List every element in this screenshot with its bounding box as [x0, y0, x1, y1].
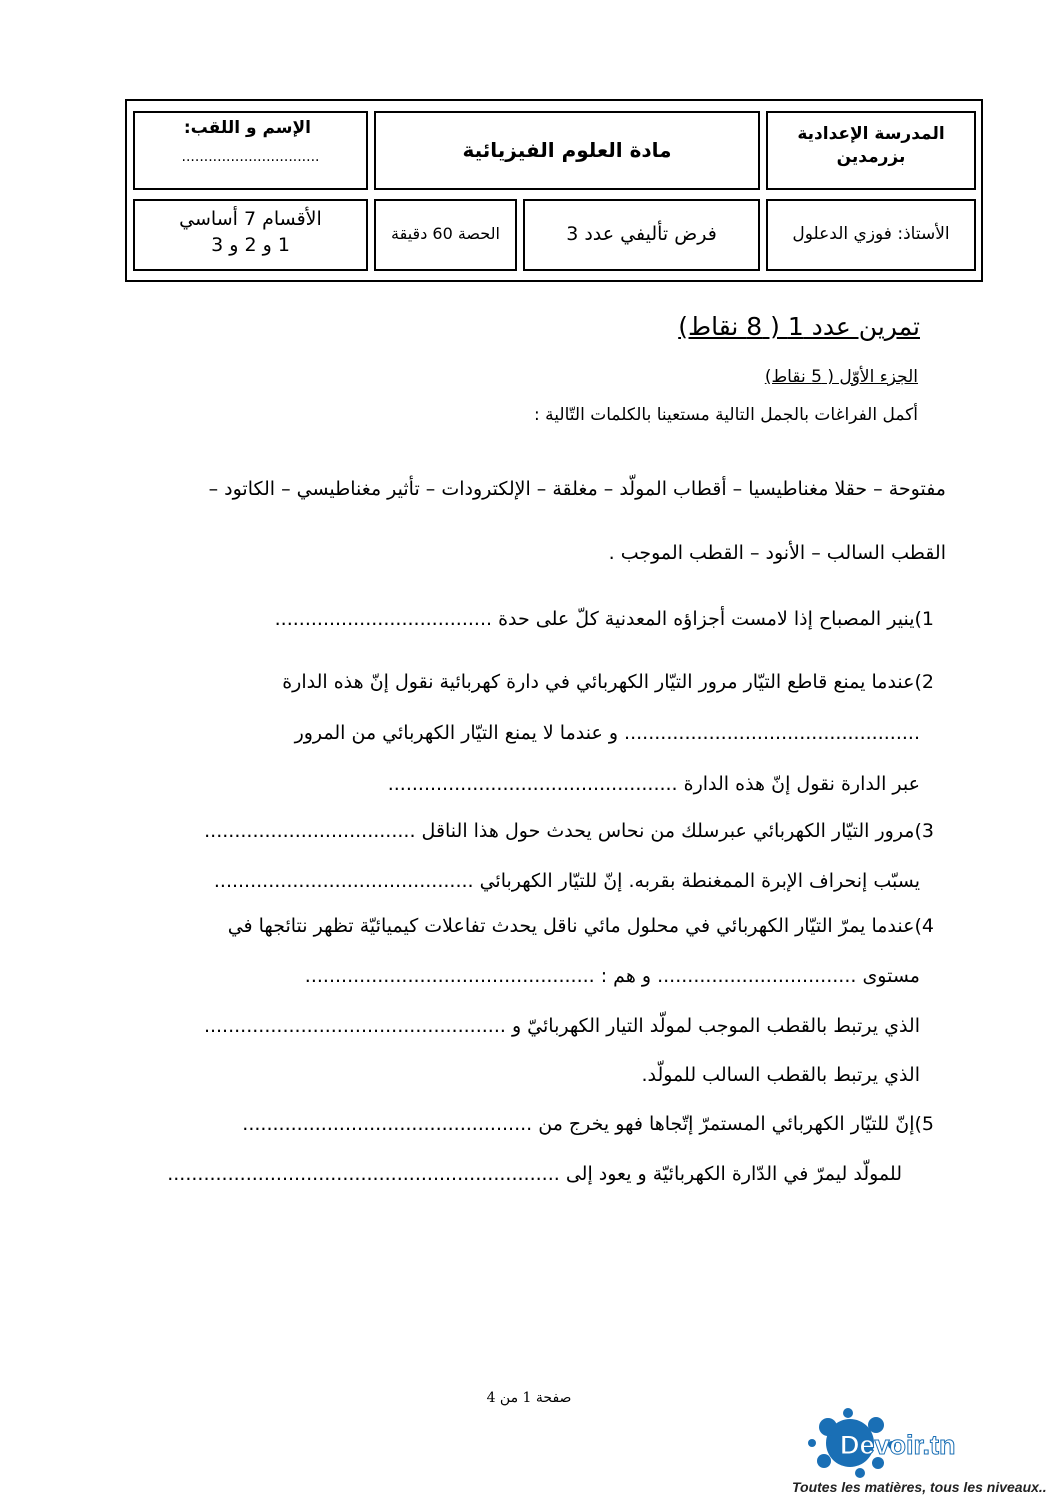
name-cell: [133, 111, 368, 190]
classes-line2: 1 و 2 و 3: [211, 233, 290, 256]
word-bank-line-1: مفتوحة – حقلا مغناطيسيا – أقطاب المولّد – مغلقة – الإلكترودات – تأثير مغناطيسي – الكاتود –: [208, 478, 946, 500]
question-line-5: 3)مرور التيّار الكهربائي عبرسلك من نحاس يحدث حول هذا الناقل ...................................: [204, 820, 934, 842]
school-line1: المدرسة الإعدادية: [797, 124, 945, 144]
classes-line1: الأقسام 7 أساسي: [179, 208, 322, 230]
question-line-12: للمولّد ليمرّ في الدّارة الكهربائيّة و يعود إلى .................................................................: [167, 1163, 902, 1185]
classes-cell: [133, 199, 368, 271]
exercise-title: تمرين عدد 1 ( 8 نقاط): [678, 312, 920, 341]
exam-text: فرض تأليفي عدد 3: [566, 223, 717, 245]
duration-cell: [374, 199, 517, 271]
question-line-4: عبر الدارة نقول إنّ هذه الدارة ................................................: [387, 773, 920, 795]
question-line-7: 4)عندما يمرّ التيّار الكهربائي في محلول مائي ناقل يحدث تفاعلات كيميائيّة تظهر نتائجها في: [227, 915, 934, 937]
question-line-11: 5)إنّ للتيّار الكهربائي المستمرّ إتّجاها فهو يخرج من ................................................: [242, 1113, 934, 1135]
name-label: الإسم و اللقب:: [183, 118, 311, 138]
question-line-9: الذي يرتبط بالقطب الموجب لمولّد التيار الكهربائيّ و ..................................................: [203, 1015, 920, 1037]
question-line-2: 2)عندما يمنع قاطع التيّار مرور التيّار الكهربائي في دارة كهربائية نقول إنّ هذه الدارة: [282, 671, 934, 693]
teacher-cell: [766, 199, 976, 271]
name-dots: ...............................: [181, 148, 320, 165]
teacher-text: الأستاذ: فوزي الدعلول: [792, 224, 950, 244]
logo-tagline: Toutes les matières, tous les niveaux..: [792, 1479, 1047, 1495]
devoir-logo: [790, 1405, 1058, 1497]
school-line2: بزرمدين: [836, 146, 906, 167]
word-bank-line-2: القطب السالب – الأنود – القطب الموجب .: [608, 542, 946, 564]
subject-cell: [374, 111, 760, 190]
exam-cell: [523, 199, 760, 271]
question-line-8: مستوى ................................. و هم : ................................................: [304, 965, 920, 987]
logo-brand: Devoir.tn: [840, 1430, 956, 1460]
question-line-6: يسبّب إنحراف الإبرة الممغنطة بقربه. إنّ للتيّار الكهربائي ...........................................: [213, 870, 920, 892]
part-title: الجزء الأوّل ( 5 نقاط): [764, 367, 918, 387]
instruction-text: أكمل الفراغات بالجمل التالية مستعينا بالكلمات التّالية :: [534, 405, 918, 425]
question-line-10: الذي يرتبط بالقطب السالب للمولّد.: [641, 1064, 920, 1086]
question-line-3: ................................................. و عندما لا يمنع التيّار الكهربائي من المرور: [294, 722, 920, 744]
page-number: صفحة 1 من 4: [486, 1390, 572, 1406]
school-cell: [766, 111, 976, 190]
question-line-1: 1)ينير المصباح إذا لامست أجزاؤه المعدنية كلّ على حدة ....................................: [274, 608, 934, 630]
duration-text: الحصة 60 دقيقة: [391, 224, 500, 243]
subject-title: مادة العلوم الفيزيائية: [462, 138, 672, 162]
